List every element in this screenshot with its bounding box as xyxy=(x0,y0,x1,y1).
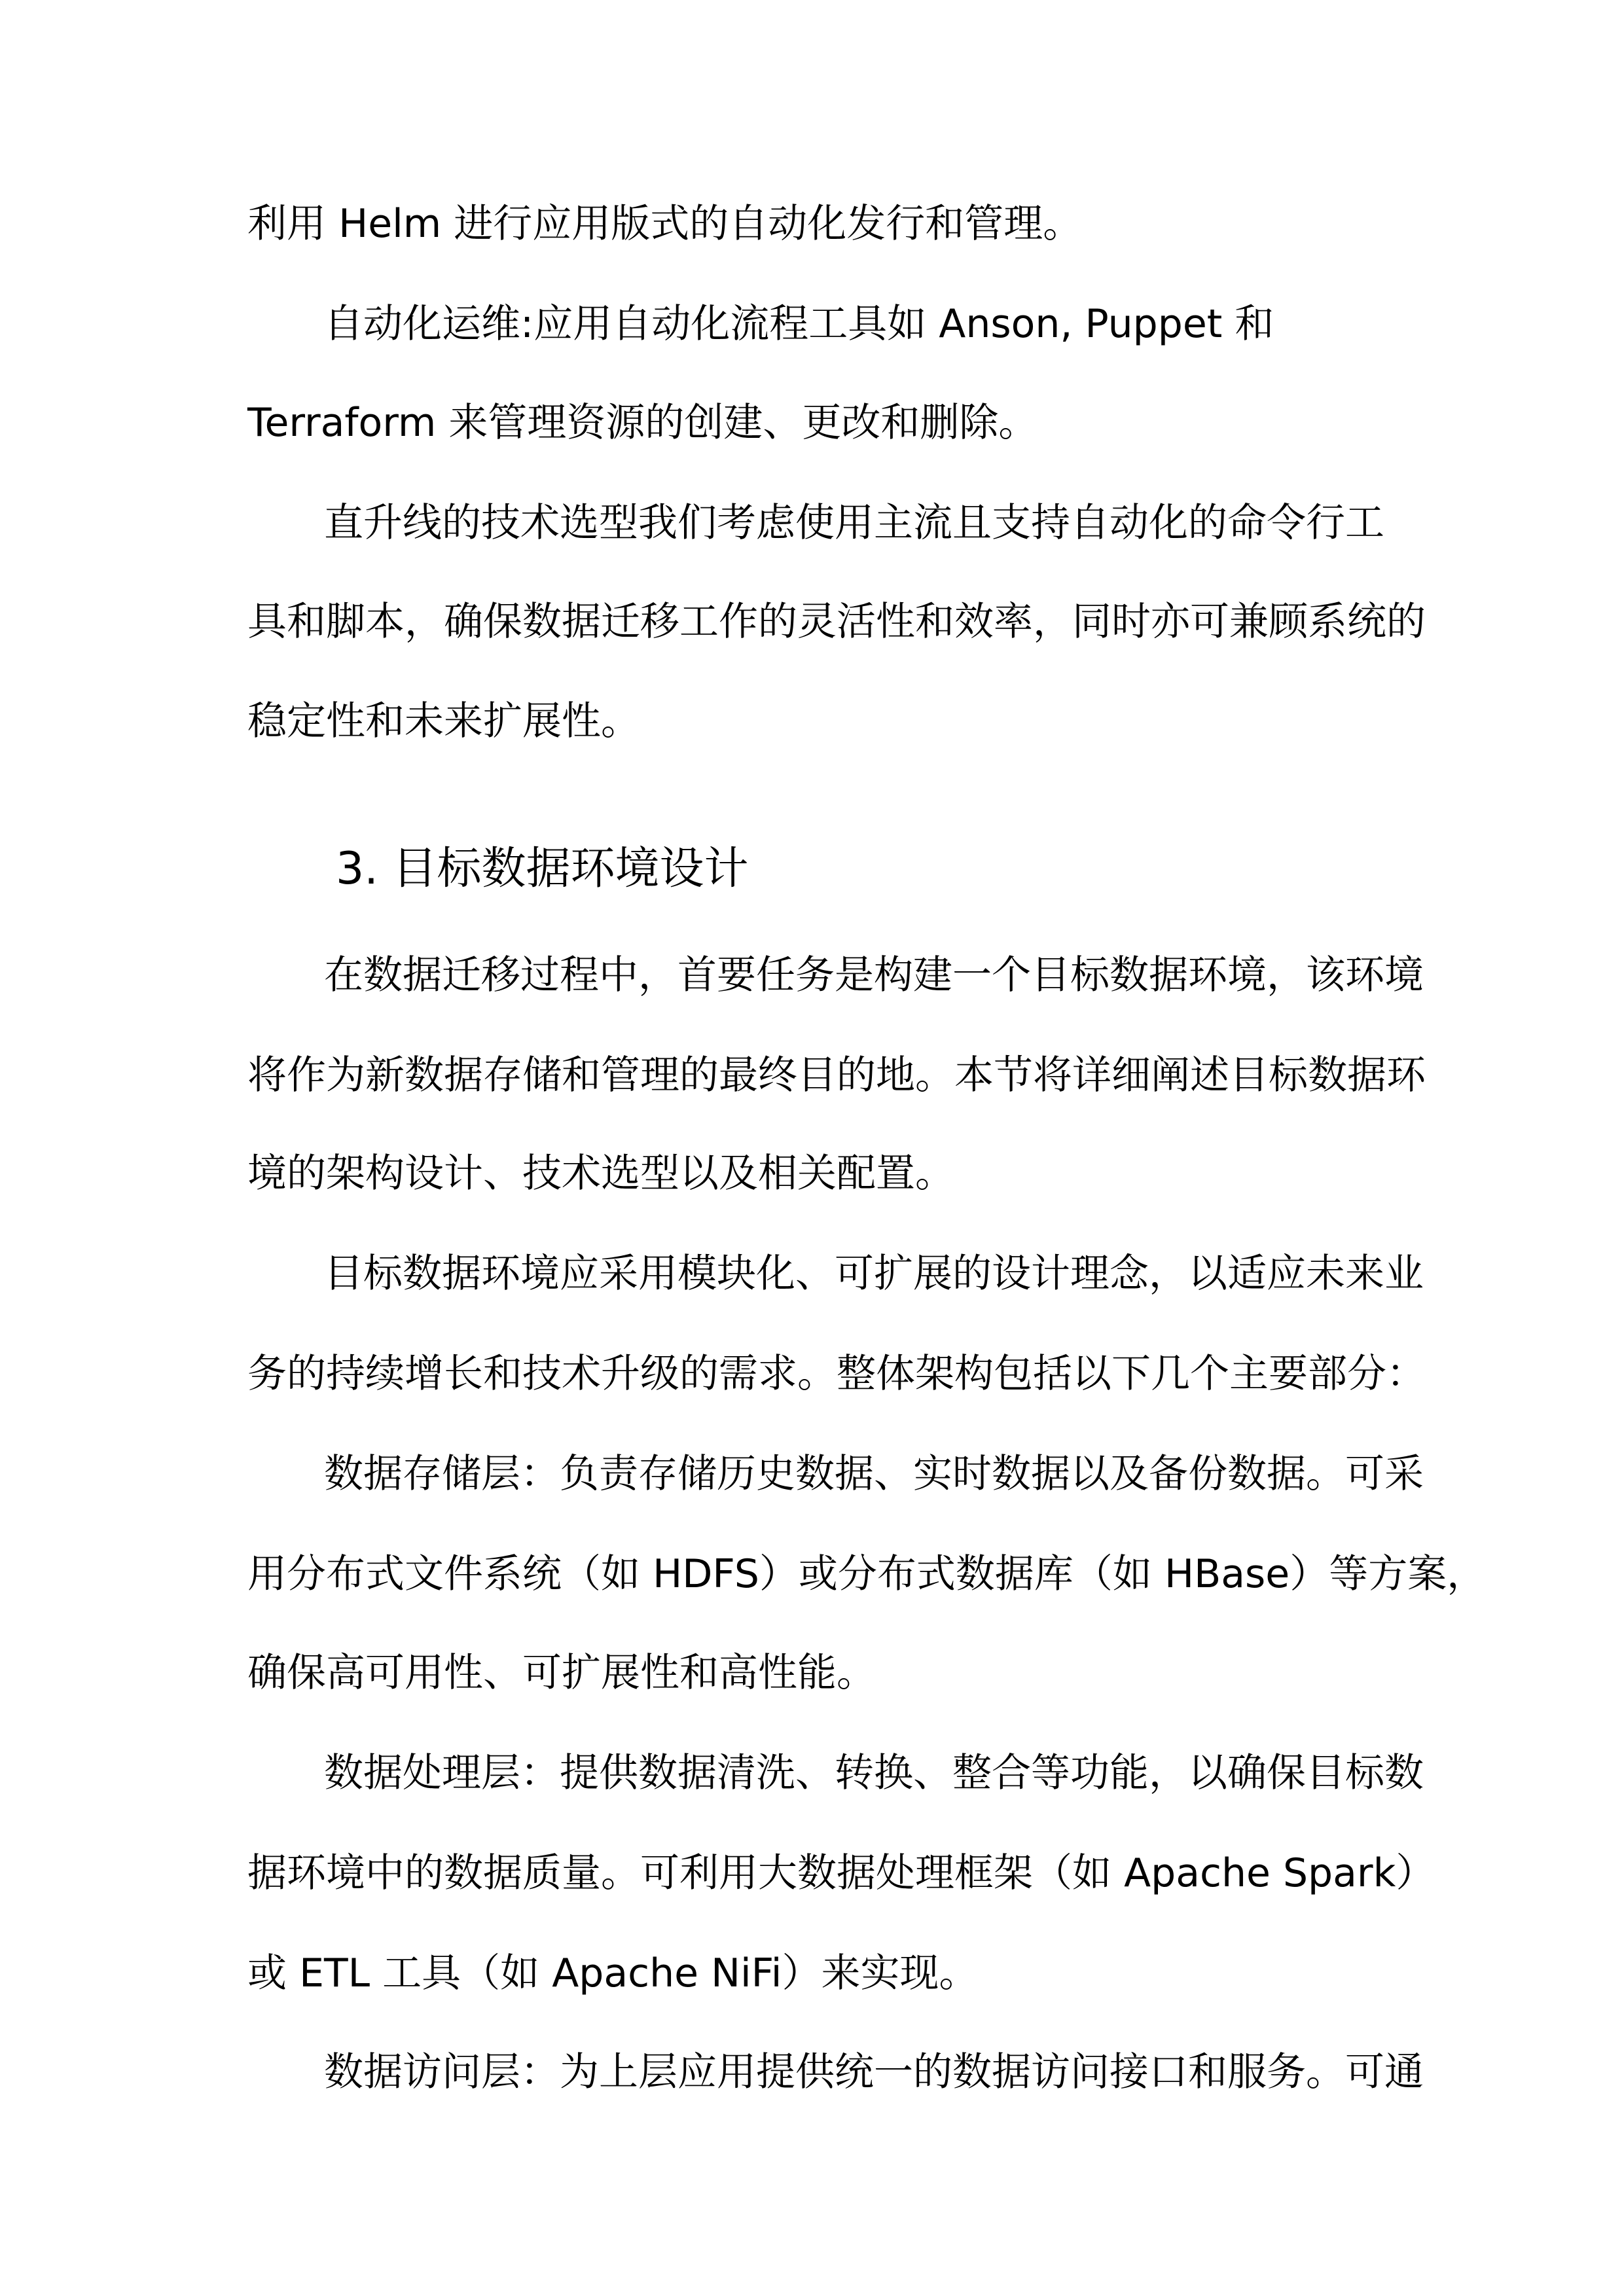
paragraph-line: 或 ETL 工具（如 Apache NiFi）来实现。 xyxy=(247,1950,979,1996)
paragraph-line: 用分布式文件系统（如 HDFS）或分布式数据库（如 HBase）等方案， xyxy=(247,1551,1487,1597)
paragraph-line: 务的持续增长和技术升级的需求。整体架构包括以下几个主要部分： xyxy=(247,1351,1426,1397)
paragraph-line: 稳定性和未来扩展性。 xyxy=(247,698,640,744)
paragraph-line: 确保高可用性、可扩展性和高性能。 xyxy=(247,1650,876,1696)
paragraph-line: 境的架构设计、技术选型以及相关配置。 xyxy=(247,1151,954,1196)
paragraph-line: 直升线的技术选型我们考虑使用主流且支持自动化的命令行工 xyxy=(324,500,1384,546)
paragraph-line: 目标数据环境应采用模块化、可扩展的设计理念，以适应未来业 xyxy=(324,1251,1424,1297)
paragraph-line: Terraform 来管理资源的创建、更改和删除。 xyxy=(247,400,1038,446)
section-heading: 3. 目标数据环境设计 xyxy=(336,843,749,895)
paragraph-line: 数据处理层：提供数据清洗、转换、整合等功能，以确保目标数 xyxy=(324,1750,1424,1796)
paragraph-line: 自动化运维:应用自动化流程工具如 Anson, Puppet 和 xyxy=(324,301,1274,347)
paragraph-line: 将作为新数据存储和管理的最终目的地。本节将详细阐述目标数据环 xyxy=(247,1052,1426,1098)
paragraph-line: 据环境中的数据质量。可利用大数据处理框架（如 Apache Spark） xyxy=(247,1850,1435,1896)
paragraph-line: 具和脚本，确保数据迁移工作的灵活性和效率，同时亦可兼顾系统的 xyxy=(247,599,1426,645)
paragraph-line: 数据存储层：负责存储历史数据、实时数据以及备份数据。可采 xyxy=(324,1451,1424,1497)
paragraph-line: 在数据迁移过程中，首要任务是构建一个目标数据环境，该环境 xyxy=(324,952,1424,998)
paragraph-line: 数据访问层：为上层应用提供统一的数据访问接口和服务。可通 xyxy=(324,2049,1424,2095)
paragraph-line: 利用 Helm 进行应用版式的自动化发行和管理。 xyxy=(247,201,1083,247)
